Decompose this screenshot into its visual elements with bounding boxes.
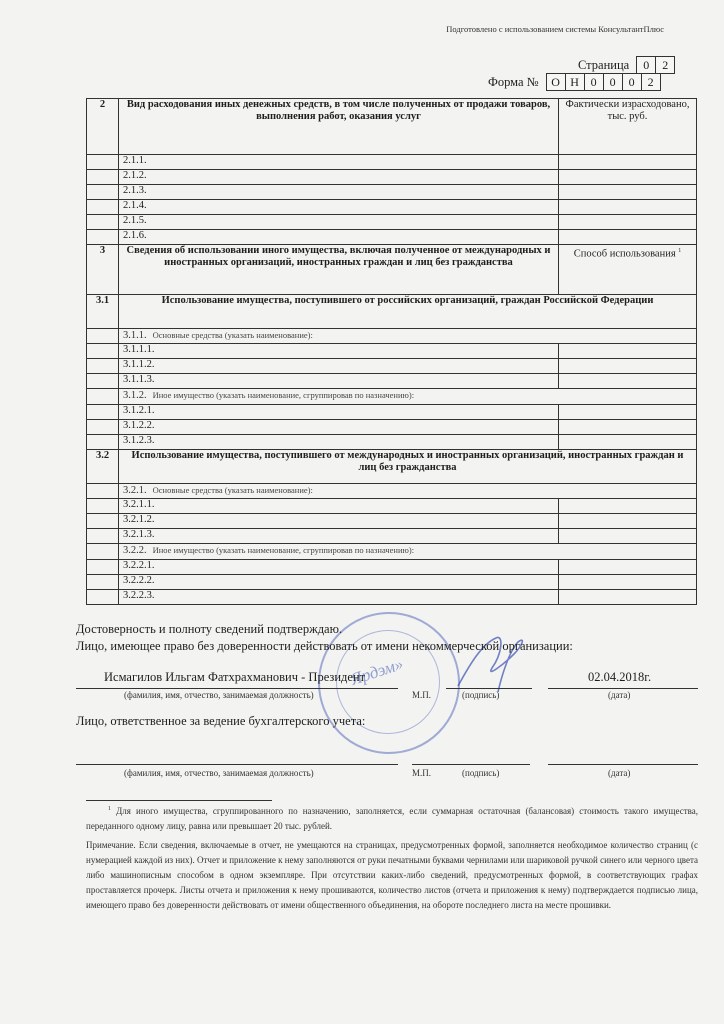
page-digit-box: 0 <box>636 56 656 74</box>
note-text: Примечание. Если сведения, включаемые в отчет, не умещаются на страницах, предусмотренных формой, заполняется необходимое количество страниц (с нумерацией каждой из них). Отчет и приложение к нему заполняются от руки печатными буквами чернилами или шариковой ручкой синего или черного цвета либо машинописным способом в одном экземпляре. При отсутствии каких-либо сведений, предусмотренных формой, в соответствующих графах проставляется прочерк. Листы отчета и приложения к нему прошиваются, количество листов (отчета и приложения к нему) подтверждается подписью лица, имеющего право без доверенности действовать от имени общественного объединения, на обороте последнего листа на месте прошивки. <box>86 840 698 910</box>
form-code-box: 0 <box>603 73 623 91</box>
row-code: 2.1.2. <box>119 170 559 185</box>
authorized-person-label: Лицо, имеющее право без доверенности действовать от имени некоммерческой организации: <box>76 639 573 653</box>
form-code-box: О <box>546 73 566 91</box>
row-code: 3.2.2.2. <box>119 575 559 590</box>
form-label: Форма № <box>488 74 539 89</box>
row-code: 2.1.1. <box>119 155 559 170</box>
value-cell[interactable] <box>559 560 697 575</box>
caption-date: (дата) <box>608 690 631 700</box>
footnote-marker: 1 <box>108 806 111 812</box>
section-3-header <box>87 245 697 295</box>
row-code: 3.2.1.1. <box>119 499 559 514</box>
footnote <box>86 802 698 834</box>
section-title: Вид расходования иных денежных средств, в том числе полученных от продажи товаров, выполнения работ, оказания услуг <box>119 99 559 155</box>
caption-name: (фамилия, имя, отчество, занимаемая должность) <box>124 768 314 778</box>
value-cell[interactable] <box>559 514 697 529</box>
row-code: 3.2.2.3. <box>119 590 559 605</box>
value-cell[interactable] <box>559 405 697 420</box>
row-code: 3.1.2.2. <box>119 420 559 435</box>
value-cell[interactable] <box>559 200 697 215</box>
signature-line <box>446 688 532 689</box>
section-number: 3.1 <box>87 295 119 329</box>
section-title: Сведения об использовании иного имущества, включая полученное от международных и иностранных организаций, иностранных граждан и лиц без гражданства <box>119 245 559 295</box>
section-3-2-header <box>87 450 697 484</box>
section-number: 3 <box>87 245 119 295</box>
column-header: Фактически израсходовано, тыс. руб. <box>559 99 697 155</box>
row-code: 3.1.2.1. <box>119 405 559 420</box>
value-cell[interactable] <box>559 170 697 185</box>
footnote-separator <box>86 800 272 801</box>
value-cell[interactable] <box>559 185 697 200</box>
row-code: 2.1.6. <box>119 230 559 245</box>
page-label: Страница <box>578 57 630 72</box>
caption-signature: (подпись) <box>462 690 500 700</box>
date-line <box>548 764 698 765</box>
caption-mp: М.П. <box>412 768 432 778</box>
caption-mp: М.П. <box>412 690 432 700</box>
row-code: 3.2.1.3. <box>119 529 559 544</box>
name-line <box>76 688 398 689</box>
row-code: 3.1.1.3. <box>119 374 559 389</box>
date-line <box>548 688 698 689</box>
value-cell[interactable] <box>559 529 697 544</box>
section-2-header <box>87 99 697 155</box>
section-number: 3.2 <box>87 450 119 484</box>
value-cell[interactable] <box>559 344 697 359</box>
row-code: 2.1.5. <box>119 215 559 230</box>
footnote-ref: 1 <box>678 248 682 254</box>
signature-date[interactable]: 02.04.2018г. <box>588 670 652 684</box>
certification-line: Достоверность и полноту сведений подтверждаю. <box>76 622 343 636</box>
row-code: 3.2.1.2. <box>119 514 559 529</box>
section-title: Использование имущества, поступившего от международных и иностранных организаций, иностранных граждан и лиц без гражданства <box>119 450 697 484</box>
report-table <box>86 98 697 605</box>
section-title: Использование имущества, поступившего от российских организаций, граждан Российской Федерации <box>119 295 697 329</box>
value-cell[interactable] <box>559 435 697 450</box>
page-digit-box: 2 <box>655 56 675 74</box>
value-cell[interactable] <box>559 215 697 230</box>
caption-name: (фамилия, имя, отчество, занимаемая должность) <box>124 690 314 700</box>
accounting-label: Лицо, ответственное за ведение бухгалтерского учета: <box>76 714 366 728</box>
form-code-box: Н <box>565 73 585 91</box>
signer-name[interactable]: Исмагилов Ильгам Фатхрахманович - Президент <box>104 670 366 684</box>
category-row: 3.2.2. Иное имущество (указать наименование, сгруппировав по назначению): <box>119 544 697 560</box>
prepared-note: Подготовлено с использованием системы КонсультантПлюс <box>446 24 664 34</box>
form-number-row <box>488 73 661 91</box>
row-code: 3.1.2.3. <box>119 435 559 450</box>
caption-date: (дата) <box>608 768 631 778</box>
section-3-1-header <box>87 295 697 329</box>
footnote-text: Для иного имущества, сгруппированного по назначению, заполняется, если суммарная остаточная (балансовая) стоимость такого имущества, переданного одному лицу, равна или превышает 20 тыс. рублей. <box>86 806 699 831</box>
value-cell[interactable] <box>559 420 697 435</box>
column-header: Способ использования $^1$ <box>559 245 697 295</box>
form-code-box: 0 <box>622 73 642 91</box>
row-code: 3.2.2.1. <box>119 560 559 575</box>
value-cell[interactable] <box>559 590 697 605</box>
value-cell[interactable] <box>559 230 697 245</box>
value-cell[interactable] <box>559 499 697 514</box>
page-number-row <box>578 56 675 74</box>
value-cell[interactable] <box>559 575 697 590</box>
row-code: 3.1.1.1. <box>119 344 559 359</box>
row-code: 2.1.3. <box>119 185 559 200</box>
category-row: 3.1.1. Основные средства (указать наименование): <box>119 329 697 344</box>
caption-signature: (подпись) <box>462 768 500 778</box>
form-code-box: 0 <box>584 73 604 91</box>
value-cell[interactable] <box>559 374 697 389</box>
section-number: 2 <box>87 99 119 155</box>
category-row: 3.2.1. Основные средства (указать наименование): <box>119 484 697 499</box>
value-cell[interactable] <box>559 359 697 374</box>
value-cell[interactable] <box>559 155 697 170</box>
row-code: 2.1.4. <box>119 200 559 215</box>
signature-line <box>412 764 530 765</box>
form-code-box: 2 <box>641 73 661 91</box>
name-line <box>76 764 398 765</box>
row-code: 3.1.1.2. <box>119 359 559 374</box>
category-row: 3.1.2. Иное имущество (указать наименование, сгруппировав по назначению): <box>119 389 697 405</box>
stamp-text: Ярдэм» <box>348 654 406 689</box>
